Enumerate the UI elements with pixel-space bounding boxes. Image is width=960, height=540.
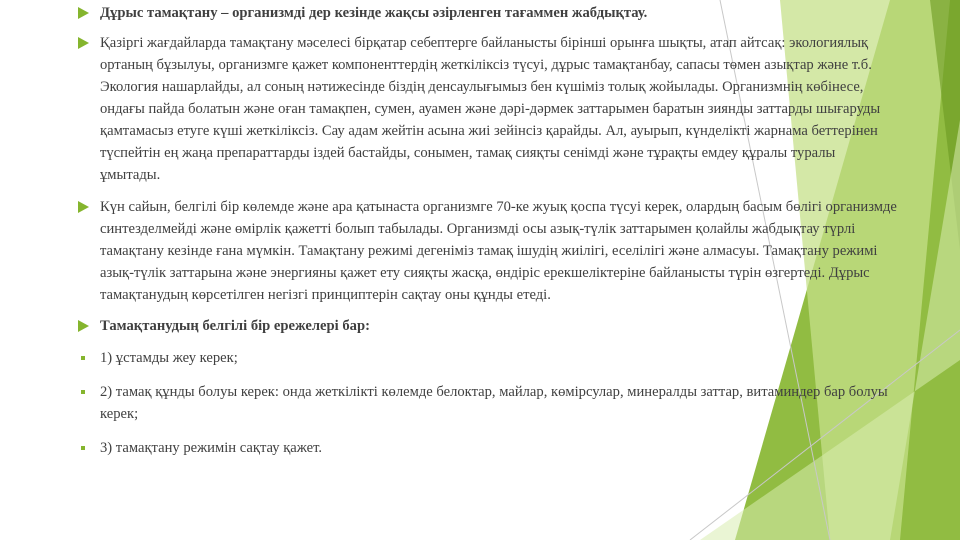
- bullet-text: Қазіргі жағдайларда тамақтану мәселесі бірқатар себептерге байланысты бірінші орынға шықты, атап айтсақ: экологиялық ортаның бұзылуы, организмге қажет компоненттердің жеткіліксіз түсуі, дұрыс тамақтанбау, сапасы төмен азықтар және т.б. Экология нашарлайды, ал соның нәтижесінде біздің денсаулығымыз бен күшіміз толық жойылады. Организмнің көбінесе, ондағы пайда болатын және оған тамақпен, сумен, ауамен және дәрі-дәрмек заттарымен баратын зиянды заттарды шығаруды қамтамасыз етуге күші жеткіліксіз. Сау адам жейтін асына жиі зейінсіз қарайды. Ал, ауырып, күнделікті жарнама беттерінен түспейтін ең жаңа препараттарды іздей бастайды, сонымен, тамақ сияқты сенімді және тұрақты емдеу құралы туралы ұмытады.: [100, 35, 881, 183]
- sub-bullet-item-2: [78, 381, 898, 425]
- bullet-text: 2) тамақ құнды болуы керек: онда жеткілікті көлемде белоктар, майлар, көмірсулар, минералды заттар, витаминдер бар болуы керек;: [100, 384, 888, 422]
- sub-bullet-item-1: [78, 347, 898, 369]
- bullet-text: Дұрыс тамақтану – организмді дер кезінде жақсы әзірленген тағаммен жабдықтау.: [100, 5, 648, 21]
- square-bullet-icon: [81, 446, 85, 450]
- triangle-bullet-icon: [78, 201, 89, 213]
- bullet-text: 3) тамақтану режимін сақтау қажет.: [100, 440, 323, 456]
- bullet-list: [78, 2, 898, 459]
- bullet-text: Тамақтанудың белгілі бір ережелері бар:: [100, 318, 370, 334]
- bullet-item-rules-heading: [78, 315, 898, 337]
- triangle-bullet-icon: [78, 320, 89, 332]
- square-bullet-icon: [81, 356, 85, 360]
- square-bullet-icon: [81, 390, 85, 394]
- triangle-bullet-icon: [78, 7, 89, 19]
- sub-bullet-item-3: [78, 437, 898, 459]
- bullet-item-definition: [78, 2, 898, 24]
- bullet-text: 1) ұстамды жеу керек;: [100, 350, 238, 366]
- bullet-item-modern-problems: [78, 32, 898, 186]
- bullet-item-daily-intake: [78, 196, 898, 306]
- bullet-text: Күн сайын, белгілі бір көлемде және ара қатынаста организмге 70-ке жуық қоспа түсуі керек, олардың басым бөлігі организмде синтезделмейді және өмірлік қажетті болып табылады. Организмді осы азық-түлік заттарымен қолайлы жабдықтау түрлі тамақтану кезінде ғана мүмкін. Тамақтану режимі дегеніміз тамақ ішудің жиілігі, еселілігі және алмасуы. Тамақтану режимі азық-түлік заттарына және энергияны қажет ету сияқты жасқа, өндіріс ерекшеліктеріне байланысты түрін өзгертеді. Дұрыс тамақтанудың көрсетілген негізгі принциптерін сақтау оны құнды етеді.: [100, 199, 897, 303]
- triangle-bullet-icon: [78, 37, 89, 49]
